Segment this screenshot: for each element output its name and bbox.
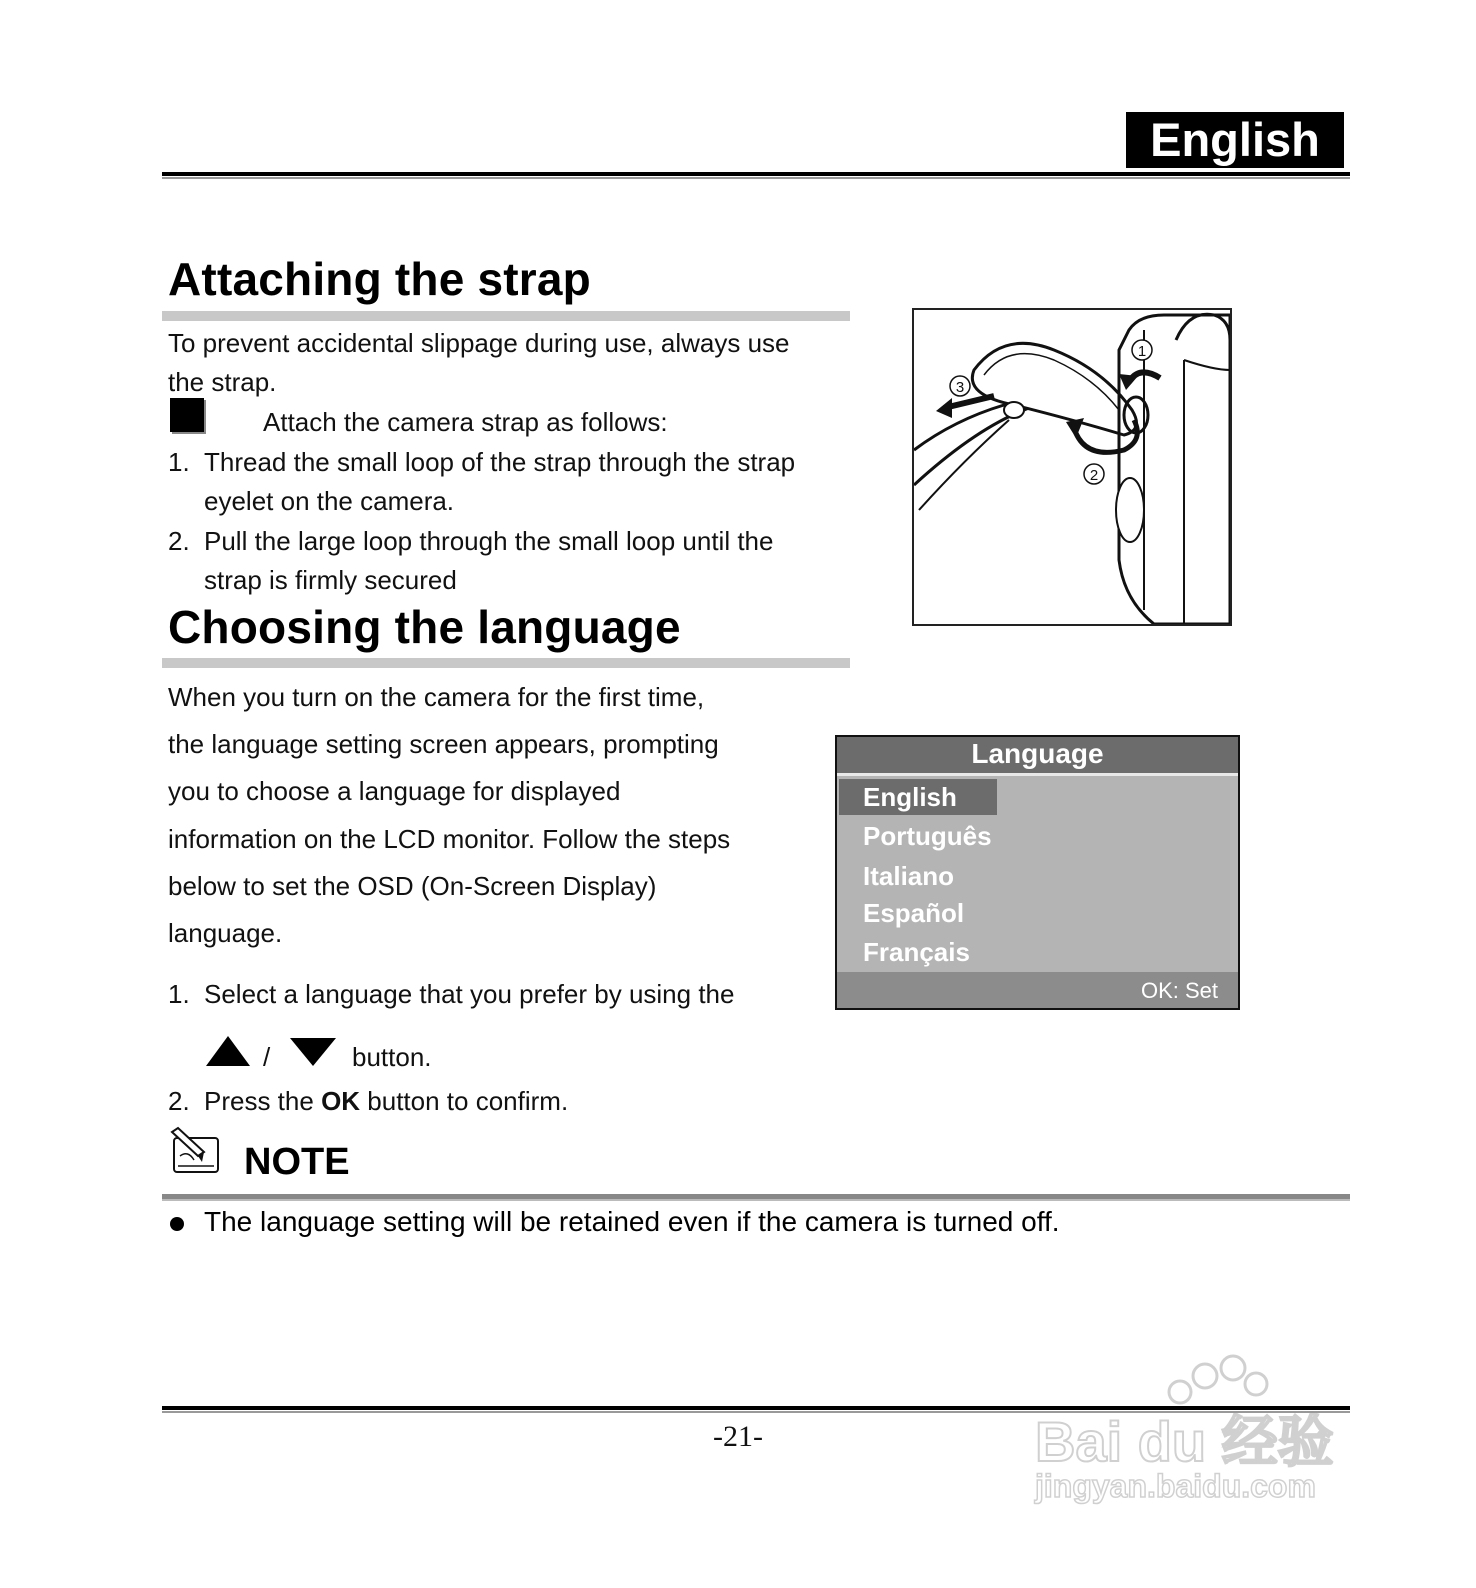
lang-para-line: the language setting screen appears, prompting [168,729,719,759]
ok-label: OK [321,1086,361,1116]
strap-step-1 [168,447,795,478]
step-text: Select a language that you prefer by using the [204,979,735,1009]
watermark-url: jingyan.baidu.com [1035,1468,1316,1504]
lang-step-1 [168,979,734,1010]
lcd-item-espanol[interactable]: Español [863,898,965,928]
marker-1 [1132,340,1152,360]
note-label: NOTE [244,1141,350,1183]
lang-para-line: below to set the OSD (On-Screen Display) [168,871,657,901]
step-number: 2. [168,1086,190,1116]
lcd-item-italiano[interactable]: Italiano [863,861,955,891]
svg-text:1: 1 [1137,343,1147,360]
lang-para-line: information on the LCD monitor. Follow the steps [168,824,731,854]
step-text: Thread the small loop of the strap through the strap [204,447,796,477]
section-underline [162,311,850,321]
strap-step-1-cont: eyelet on the camera. [204,486,455,516]
header-rule-shadow [162,177,1350,179]
note-bullet-text: The language setting will be retained even if the camera is turned off. [204,1206,1060,1237]
lcd-item-portugues[interactable]: Português [863,821,992,851]
section-title-language: Choosing the language [168,601,681,653]
marker-3 [950,376,970,396]
section-title-strap: Attaching the strap [168,253,591,305]
step-text-pre: Press the [204,1086,322,1116]
lcd-title-divider [837,773,1238,776]
attach-label: Attach the camera strap as follows: [263,407,668,437]
header-rule [162,172,1350,176]
lcd-language-menu [835,735,1240,1010]
lang-para-line: language. [168,918,283,948]
strap-intro-line2: the strap. [168,367,277,397]
step-text: Pull the large loop through the small loop until the [204,526,774,556]
camera-strap-drawing [914,310,1230,624]
bullet-dot-icon [170,1217,184,1231]
lang-step-2 [168,1086,568,1117]
strap-illustration [912,308,1232,626]
baidu-watermark [1030,1350,1370,1510]
square-bullet-icon [170,398,204,432]
lang-para-line: When you turn on the camera for the first time, [168,682,705,712]
up-arrow-icon [204,1034,252,1068]
arrow-separator: / [263,1042,271,1072]
step-number: 1. [168,447,190,477]
section-underline [162,658,850,668]
language-tab: English [1126,112,1344,168]
svg-text:2: 2 [1089,467,1099,484]
strap-step-2-cont: strap is firmly secured [204,565,457,595]
page-number: -21- [713,1420,763,1453]
down-arrow-icon [288,1036,338,1068]
button-word: button. [352,1042,432,1072]
note-pad-icon [168,1126,222,1176]
lcd-footer-hint: OK: Set [837,972,1238,1008]
step-number: 1. [168,979,190,1009]
lcd-item-francais[interactable]: Français [863,937,970,967]
step-text-post: button to confirm. [360,1086,569,1116]
svg-text:3: 3 [955,379,965,396]
strap-intro-line1: To prevent accidental slippage during use, always use [168,328,790,358]
note-rule-shadow [162,1199,1350,1201]
lcd-title: Language [837,737,1238,773]
watermark-brand: Bai du 经验 [1035,1410,1334,1473]
marker-2 [1084,464,1104,484]
lang-para-line: you to choose a language for displayed [168,776,621,806]
strap-step-2 [168,526,773,557]
lcd-item-english[interactable]: English [863,782,957,812]
step-number: 2. [168,526,190,556]
